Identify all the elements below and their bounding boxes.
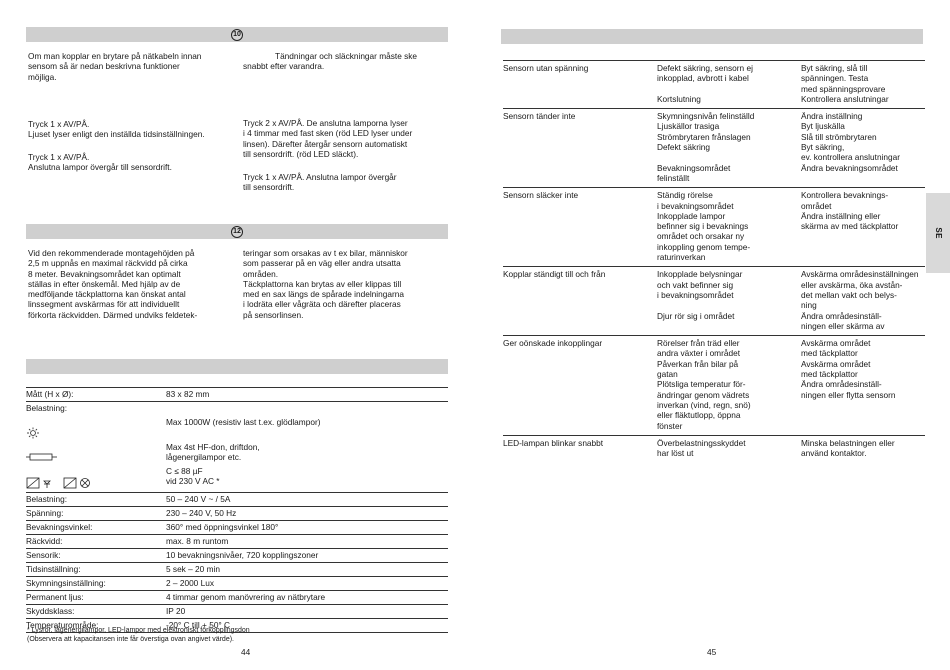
page-number-left: 44 bbox=[241, 647, 251, 657]
trouble-remedy: Minska belastningen eller använd kontaktor. bbox=[801, 435, 925, 462]
spec-row: Temperaturområde: -20° C till + 50° C bbox=[26, 618, 448, 632]
trouble-problem: Kopplar ständigt till och från bbox=[503, 267, 657, 336]
trouble-problem: Ger oönskade inkopplingar bbox=[503, 336, 657, 436]
spec-footnote: * Lysrör, lågenergilampor, LED-lampor med elektroniskt förkopplingsdon (Observera att kapacitansen inte får överstiga ovan angivet värde). bbox=[27, 627, 250, 643]
spec-row: Tidsinställning: 5 sek – 20 min bbox=[26, 562, 448, 576]
troubleshooting-header bbox=[501, 29, 923, 44]
language-tab bbox=[926, 193, 950, 273]
section-12-col1: Vid den rekommenderade montagehöjden på 2,5 m uppnås en maximal räckvidd på cirka 8 meter. Bevakningsområdet kan optimalt ställas in efter önskemål. Med hjälp av de medföljande täckplattorna kan önskat antal linssegment avskärmas för att individuellt förkorta räckvidden. Därmed undviks feldetek- bbox=[28, 248, 198, 320]
trouble-remedy: Avskärma området med täckplattor Avskärma området med täckplattor Ändra områdesinställ- ningen eller flytta sensorn bbox=[801, 336, 925, 436]
section-10-intro: Om man kopplar en brytare på nätkabeln innan sensom så är nedan beskrivna funktioner möjliga. bbox=[28, 51, 202, 82]
spec-row: Spänning: 230 – 240 V, 50 Hz bbox=[26, 506, 448, 520]
spec-row: Skyddsklass: IP 20 bbox=[26, 604, 448, 618]
technical-data-table bbox=[26, 387, 448, 633]
spec-row: Belastning: bbox=[26, 402, 448, 416]
spec-row: Sensorik: 10 bevakningsnivåer, 720 kopplingszoner bbox=[26, 548, 448, 562]
trouble-cause: Inkopplade belysningar och vakt befinner sig i bevakningsområdet Djur rör sig i området bbox=[657, 267, 801, 336]
trouble-remedy: Byt säkring, slå till spänningen. Testa med spänningsprovare Kontrollera anslutningar bbox=[801, 61, 925, 109]
spec-row: Skymningsinställning: 2 – 2000 Lux bbox=[26, 576, 448, 590]
fluorescent-tube-icon bbox=[26, 452, 58, 462]
section-10-note: Tändningar och släckningar måste ske snabbt efter varandra. bbox=[243, 51, 418, 72]
spec-row: Bevakningsvinkel: 360° med öppningsvinkel 180° bbox=[26, 520, 448, 534]
trouble-problem: LED-lampan blinkar snabbt bbox=[503, 435, 657, 462]
trouble-problem: Sensorn släcker inte bbox=[503, 188, 657, 267]
spec-row: Permanent ljus: 4 timmar genom manövrering av nätbrytare bbox=[26, 590, 448, 604]
spec-row: Max 4st HF-don, driftdon, lågenergilampor etc. bbox=[26, 441, 448, 465]
spec-row: Räckvidd: max. 8 m runtom bbox=[26, 534, 448, 548]
press-once-return-instruction: Tryck 1 x AV/PÅ. Anslutna lampor övergår till sensordrift. bbox=[243, 172, 397, 193]
spec-row: Belastning: 50 – 240 V ~ / 5A bbox=[26, 492, 448, 506]
trouble-row bbox=[503, 435, 925, 462]
press-once-instruction: Tryck 1 x AV/PÅ. Ljuset lyser enligt den inställda tidsinställningen. bbox=[28, 119, 205, 140]
technical-data-header bbox=[26, 359, 448, 374]
right-page bbox=[475, 0, 950, 670]
section-10-header bbox=[26, 27, 448, 42]
section-number-badge: 12 bbox=[231, 226, 243, 238]
language-tab-label: SE bbox=[934, 227, 944, 239]
led-driver-icon bbox=[26, 476, 96, 490]
sun-bulb-icon bbox=[26, 427, 40, 439]
trouble-row bbox=[503, 61, 925, 109]
trouble-row bbox=[503, 188, 925, 267]
page-number-right: 45 bbox=[707, 647, 717, 657]
trouble-cause: Defekt säkring, sensorn ej inkopplad, avbrott i kabel Kortslutning bbox=[657, 61, 801, 109]
section-number-badge: 10 bbox=[231, 29, 243, 41]
press-twice-instruction: Tryck 2 x AV/PÅ. De anslutna lamporna lyser i 4 timmar med fast sken (röd LED lyser under linsen). Därefter återgår sensorn automatiskt till sensordrift. (röd LED släckt). bbox=[243, 118, 413, 159]
trouble-problem: Sensorn utan spänning bbox=[503, 61, 657, 109]
trouble-remedy: Kontrollera bevaknings- området Ändra inställning eller skärma av med täckplattor bbox=[801, 188, 925, 267]
trouble-cause: Överbelastningsskyddet har löst ut bbox=[657, 435, 801, 462]
trouble-cause: Rörelser från träd eller andra växter i området Påverkan från bilar på gatan Plötsliga temperatur för- ändringar genom vädrets inverkan (vind, regn, snö) eller fläktutlopp, öppna fönster bbox=[657, 336, 801, 436]
trouble-row bbox=[503, 336, 925, 436]
spec-row: Max 1000W (resistiv last t.ex. glödlampor) bbox=[26, 416, 448, 441]
press-once-sensor-instruction: Tryck 1 x AV/PÅ. Anslutna lampor övergår till sensordrift. bbox=[28, 152, 172, 173]
trouble-row bbox=[503, 267, 925, 336]
trouble-remedy: Ändra inställning Byt ljuskälla Slå till strömbrytaren Byt säkring, ev. kontrollera anslutningar Ändra bevakningsområdet bbox=[801, 109, 925, 188]
spec-row: C ≤ 88 µF vid 230 V AC * bbox=[26, 465, 448, 493]
spec-row: Mått (H x Ø): 83 x 82 mm bbox=[26, 388, 448, 402]
troubleshooting-table bbox=[503, 60, 925, 462]
trouble-remedy: Avskärma områdesinställningen eller avskärma, öka avstån- det mellan vakt och belys- ning Ändra områdesinställ- ningen eller skärma av bbox=[801, 267, 925, 336]
section-12-col2: teringar som orsakas av t ex bilar, människor som passerar på en väg eller andra utsatta områden. Täckplattorna kan brytas av eller klippas till med en sax längs de spårade indelningarna i lodräta eller vågräta och därefter placeras på sensorlinsen. bbox=[243, 248, 408, 320]
trouble-cause: Ständig rörelse i bevakningsområdet Inkopplade lampor befinner sig i bevaknings området och orsakar ny inkoppling genom tempe- raturinverkan bbox=[657, 188, 801, 267]
trouble-problem: Sensorn tänder inte bbox=[503, 109, 657, 188]
trouble-cause: Skymningsnivån felinställd Ljuskällor trasiga Strömbrytaren frånslagen Defekt säkring Bevakningsområdet felinställt bbox=[657, 109, 801, 188]
section-12-header bbox=[26, 224, 448, 239]
trouble-row bbox=[503, 109, 925, 188]
